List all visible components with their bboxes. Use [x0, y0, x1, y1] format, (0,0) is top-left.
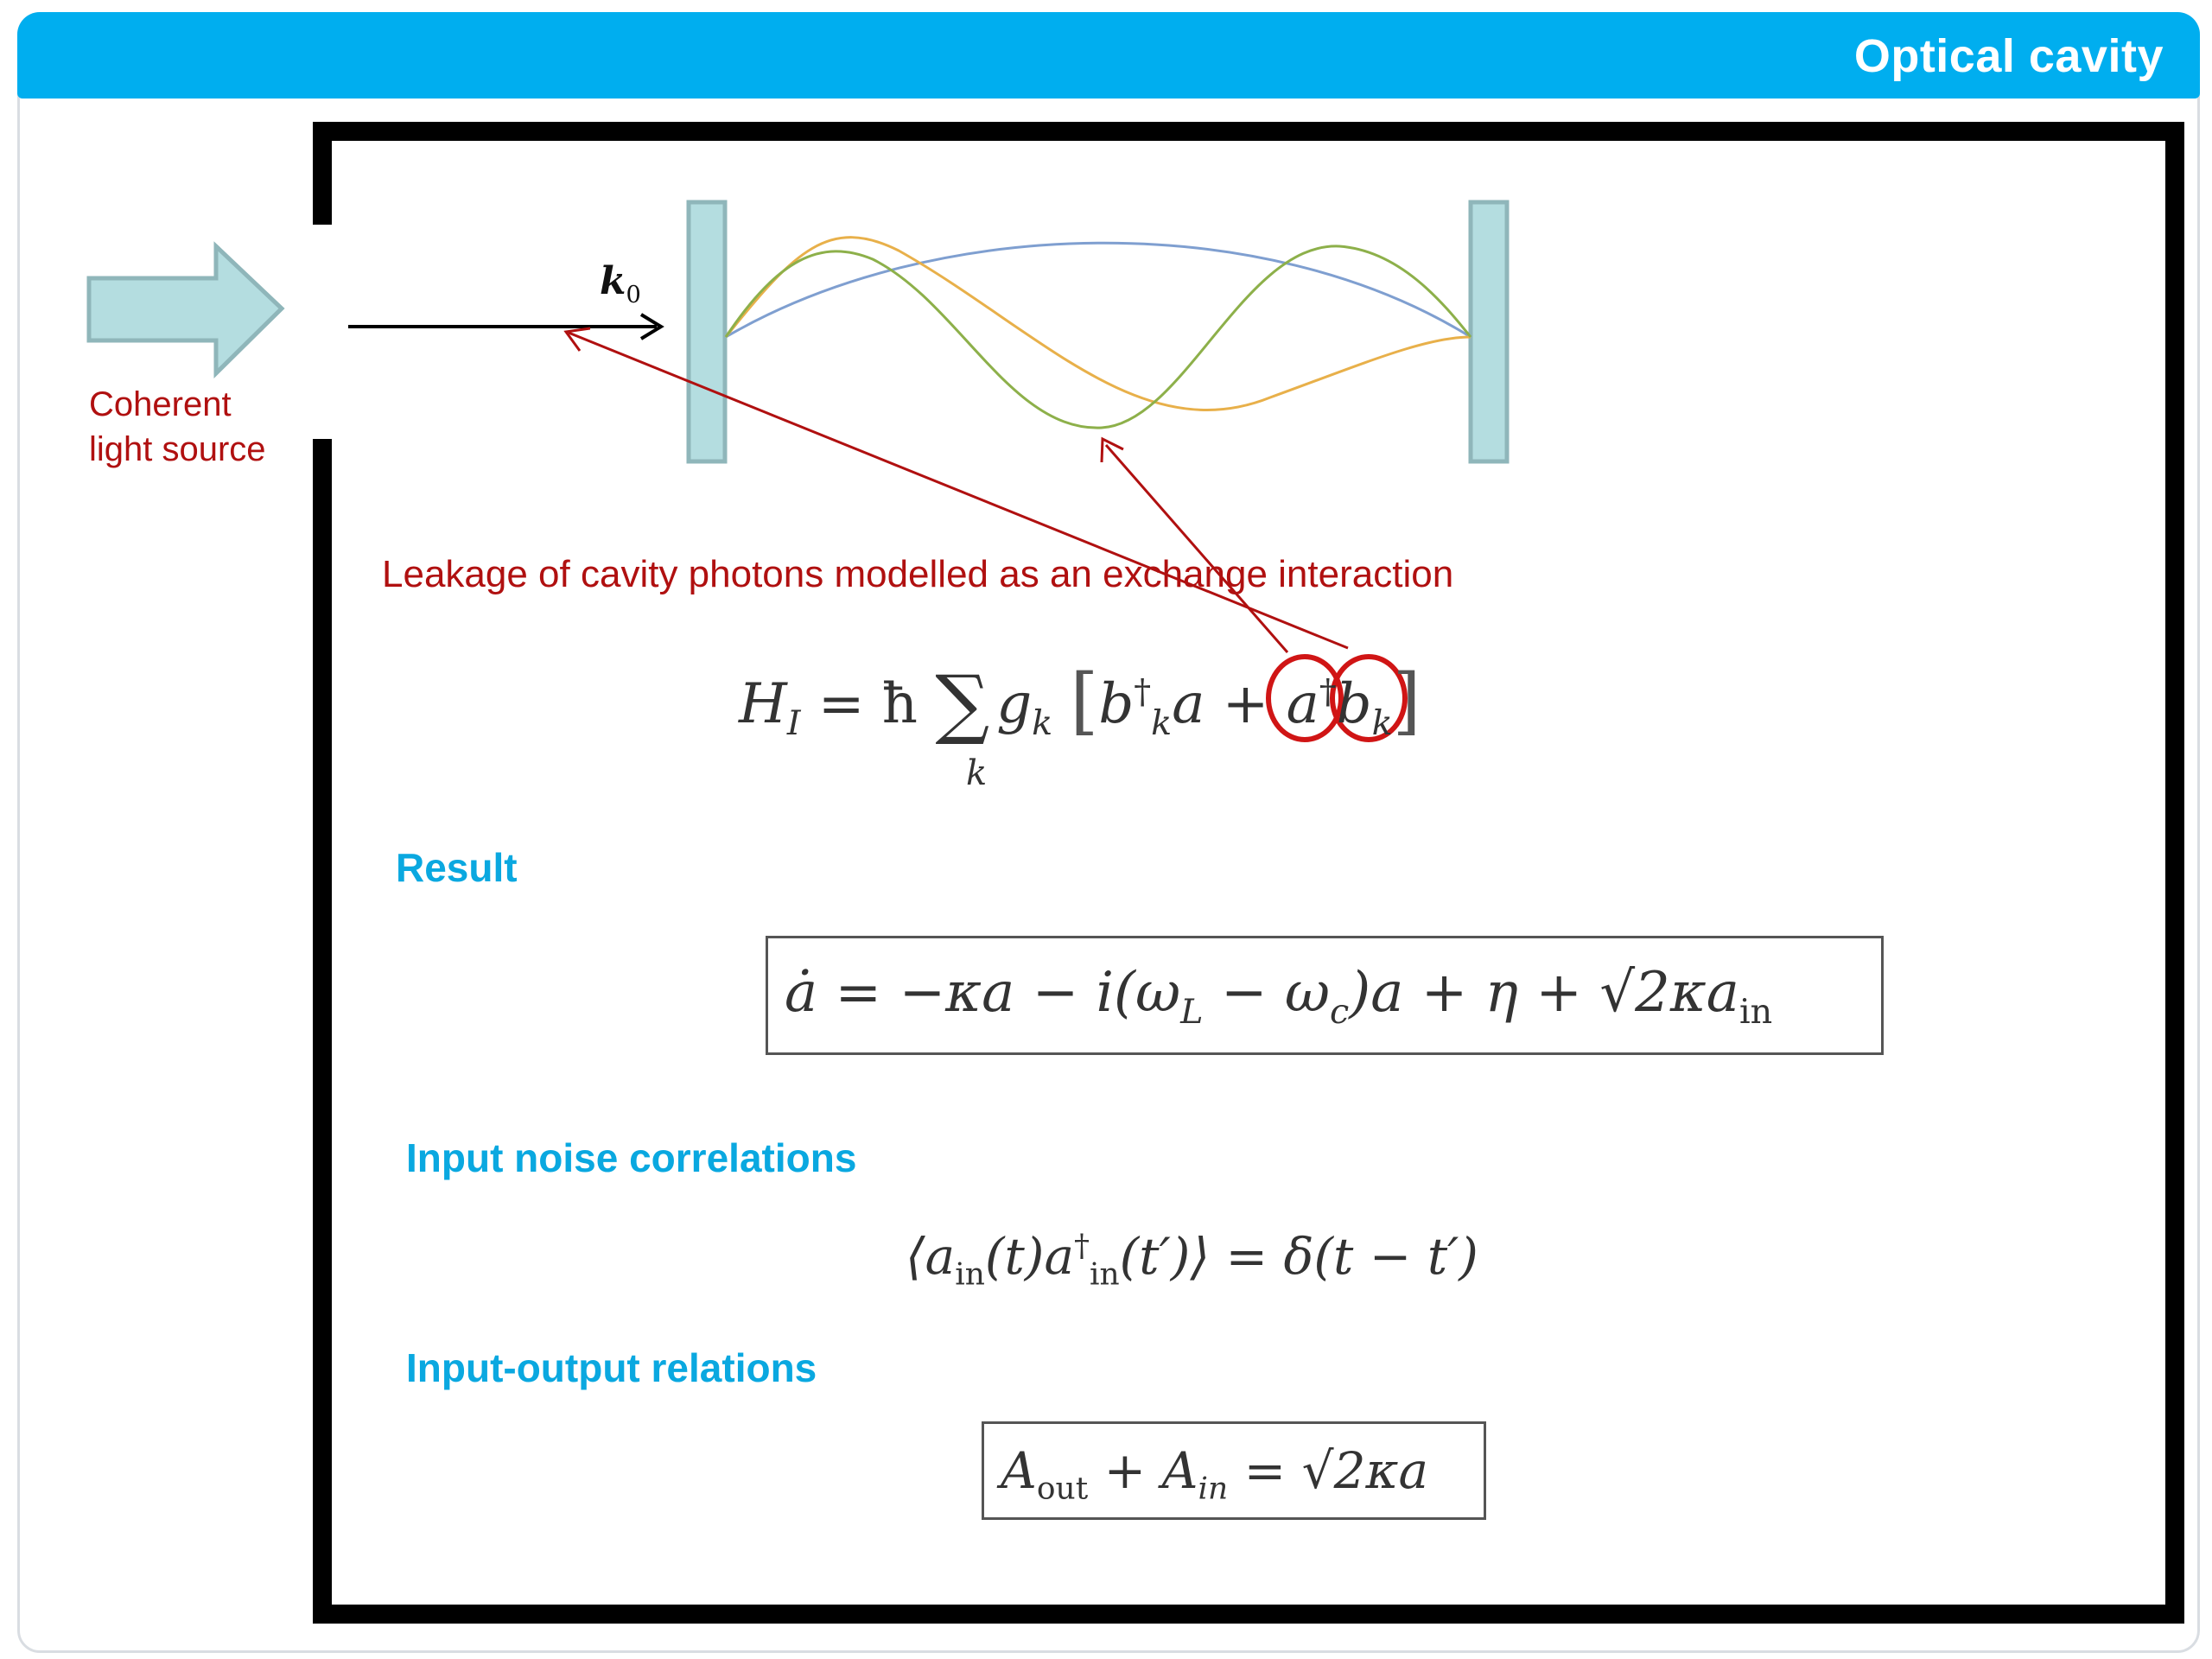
- sum-index: k: [966, 753, 988, 793]
- source-label: Coherent light source: [89, 385, 266, 468]
- mode-green: [726, 246, 1471, 428]
- mode-blue: [726, 243, 1471, 337]
- heading-input-noise: Input noise correlations: [406, 1135, 857, 1180]
- hamiltonian-equation: $H_I$ = ħ ∑ $g_k$ $[b^\dagger_ka + a^\dagger b_k]$: [739, 658, 1421, 747]
- annotation-arrow-leak: [569, 333, 1348, 648]
- result-equation: ȧ = $-\kappa a - i(\omega_L - \omega_c)a + \eta + √2\kappa a_{in}$: [785, 961, 1773, 1032]
- left-mirror: [689, 202, 725, 461]
- sum-symbol: ∑: [935, 658, 990, 747]
- noise-correlation-equation: $⟨a_{in}(t)a^\dagger_{in}(t')⟩ = \delta(t - t')$: [906, 1227, 1478, 1293]
- right-mirror: [1471, 202, 1507, 461]
- input-output-equation: $A_{out} + A_{in} = √2\kappa a$: [1001, 1441, 1429, 1507]
- leakage-label: Leakage of cavity photons modelled as an exchange interaction: [382, 553, 1454, 595]
- enclosure-box: [322, 131, 2175, 1614]
- wavevector-label: $k_0$: [600, 259, 641, 308]
- light-source-arrow: [89, 246, 282, 373]
- heading-result: Result: [396, 845, 518, 890]
- annotation-arrow-mode: [1106, 445, 1287, 652]
- mode-orange: [726, 238, 1471, 410]
- slide-title: Optical cavity: [1853, 30, 2164, 82]
- heading-input-output: Input-output relations: [406, 1345, 817, 1390]
